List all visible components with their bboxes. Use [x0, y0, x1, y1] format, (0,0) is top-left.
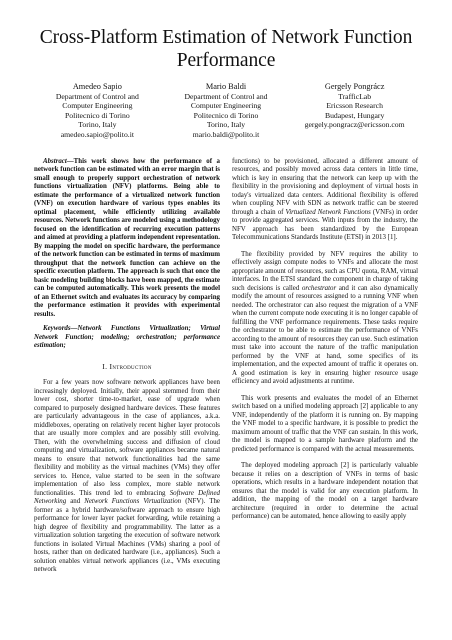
- author-affiliation: TrafficLab: [338, 91, 372, 101]
- emphasized-term: Software Defined Networking: [34, 489, 220, 506]
- intro-paragraph-4: The deployed modeling approach [2] is particularly valuable because it relies on a description of VNFs in terms of basic operations, which results in a hardware independent notation that ensures that the model is valid for any execution platform. In addition, the mapping of the model on a target hardware architecture (required in order to determine the actual performance) can be automated, hence allowing to easily apply: [232, 462, 418, 521]
- author-affiliation: Politecnico di Torino: [193, 110, 259, 120]
- author-2: [163, 82, 290, 140]
- author-email: amedeo.sapio@polito.it: [60, 129, 134, 139]
- paragraph-text: and: [66, 498, 85, 506]
- author-affiliation: Computer Engineering: [62, 101, 133, 111]
- author-1: [34, 82, 161, 140]
- author-name: Amedeo Sapio: [72, 82, 122, 91]
- paragraph-text: The flexibility provided by NFV requires the ability to effectively assign compute nodes to VNFs and allocate the most appropriate amount of resources, such as CPU quota, RAM, virtual interfaces. In the ETSI standard the component in charge of taking such decisions is called: [232, 250, 418, 292]
- author-affiliation: Politecnico di Torino: [65, 110, 130, 120]
- paragraph-text: functions) to be provisioned, allocated a different amount of resources, and possibly moved across data centers in little time, which is key in ensuring that the network can keep up with the flexibility in the provisioning and deployment of virtual hosts in today's virtualized data centers. Additional flexibility is offered when coupling NFV with SDN as network traffic can be steered through a chain of: [232, 157, 418, 216]
- paragraph-text: (VNFs) in order to provide aggregated services. With inputs from the industry, the NFV approach has been standardized by the European Telecommunications Standards Institute (ETSI) in 2013 [1].: [232, 208, 419, 242]
- author-location: Budapest, Hungary: [324, 110, 385, 120]
- keywords-label: Keywords: [43, 325, 71, 333]
- author-name: Mario Baldi: [205, 82, 247, 91]
- keywords: [34, 325, 220, 351]
- emphasized-term: Virtualized Network Functions: [285, 208, 371, 216]
- emphasized-term: Network Functions Virtualization: [84, 498, 182, 506]
- paragraph-text: (NFV). The former as a hybrid hardware/software approach to ensure high performance for lower layer packet forwarding, while retaining a high degree of flexibility and programmability. The latter as a virtualization solution targeting the execution of software network functions in isolated Virtual Machines (VMs) sharing a pool of hosts, rather than on dedicated hardware (i.e., appliances). Such a solution enables virtual network appliances (i.e., VMs executing network: [34, 498, 220, 574]
- author-affiliation: Computer Engineering: [190, 101, 262, 111]
- emphasized-term: orchestrator: [301, 284, 337, 292]
- author-name: Gergely Pongrácz: [324, 82, 385, 91]
- author-affiliation: Department of Control and: [55, 91, 139, 101]
- intro-paragraph-3: This work presents and evaluates the model of an Ethernet switch based on a unified modeling approach [2] applicable to any VNF, independently of the platform it is running on. By mapping the VNF model to a specific hardware, it is possible to predict the maximum amount of traffic that the VNF can sustain. In this work, the model is mapped to a sample hardware platform and the predicted performance is compared with the actual measurements.: [232, 394, 418, 453]
- author-email: gergely.pongracz@ericsson.com: [304, 120, 405, 130]
- abstract-text: —This work shows how the performance of a network function can be estimated with an error margin that is small enough to properly support orchestration of network functions virtualization (NFV) platforms. Being able to estimate the performance of a virtualized network function (VNF) on execution hardware of various types enables its optimal placement, while efficiently utilizing available resources. Network functions are modeled using a methodology focused on the identification of recurring execution patterns and aimed at providing a platform independent representation. By mapping the model on specific hardware, the performance of the network function can be estimated in terms of maximum throughput that the network function can achieve on the specific execution platform. The approach is such that once the basic modeling building blocks have been mapped, the estimate can be computed automatically. This work presents the model of an Ethernet switch and evaluates its accuracy by comparing the performance estimation it provides with experimental results.: [34, 157, 220, 318]
- author-email: mario.baldi@polito.it: [192, 129, 260, 139]
- intro-paragraph-1-continued: [232, 158, 418, 243]
- left-column: [34, 158, 220, 575]
- author-3: [291, 82, 418, 140]
- paragraph-text: For a few years now software network appliances have been increasingly deployed. Initially, their appeal stemmed from their lower cost, shorter time-to-market, ease of upgrade when compared to purposely designed hardware devices. These features are particularly advantageous in the case of appliances, a.k.a. middleboxes, operating on relatively recent higher layer protocols that are usually more complex and are possibly still evolving. Then, with the overwhelming success and diffusion of cloud computing and virtualization, software appliances became natural means to ensure that network functionalities had the same flexibility and mobility as the virtual machines (VMs) they offer services to. Hence, value started to be seen in the software implementation of also less complex, more stable network functionalities. This trend led to embracing: [34, 379, 220, 497]
- paper-title: Cross-Platform Estimation of Network Function Performance: [39, 27, 413, 71]
- intro-paragraph-1: [34, 379, 220, 575]
- right-column: [232, 158, 418, 575]
- section-heading-introduction: I. Introduction: [102, 361, 152, 371]
- abstract: [34, 158, 220, 320]
- paragraph-text: and it can also dynamically modify the amount of resources assigned to a running VNF when needed. The orchestrator can also request the migration of a VNF when the current compute node executing it is no longer capable of fulfilling the VNF performance requirements. These tasks require the orchestrator to be able to estimate the performance of VNFs according to the amount of resources they can use. Such estimation must take into account the nature of the traffic manipulation performed by the VNF at hand, some specifics of its implementation, and the expected amount of traffic it operates on. A good estimation is key in ensuring higher resource usage efficiency and avoid adjustments at runtime.: [232, 284, 418, 386]
- author-location: Torino, Italy: [206, 120, 246, 130]
- author-affiliation: Ericsson Research: [326, 101, 383, 111]
- two-column-body: [34, 158, 418, 575]
- author-location: Torino, Italy: [78, 120, 117, 130]
- intro-paragraph-2: [232, 251, 418, 387]
- keywords-text: —Network Functions Virtualization; Virtual Network Function; modeling; orchestration; performance estimation;: [34, 325, 220, 350]
- author-block: [34, 82, 418, 140]
- author-affiliation: Department of Control and: [184, 91, 268, 101]
- abstract-label: Abstract: [43, 157, 67, 165]
